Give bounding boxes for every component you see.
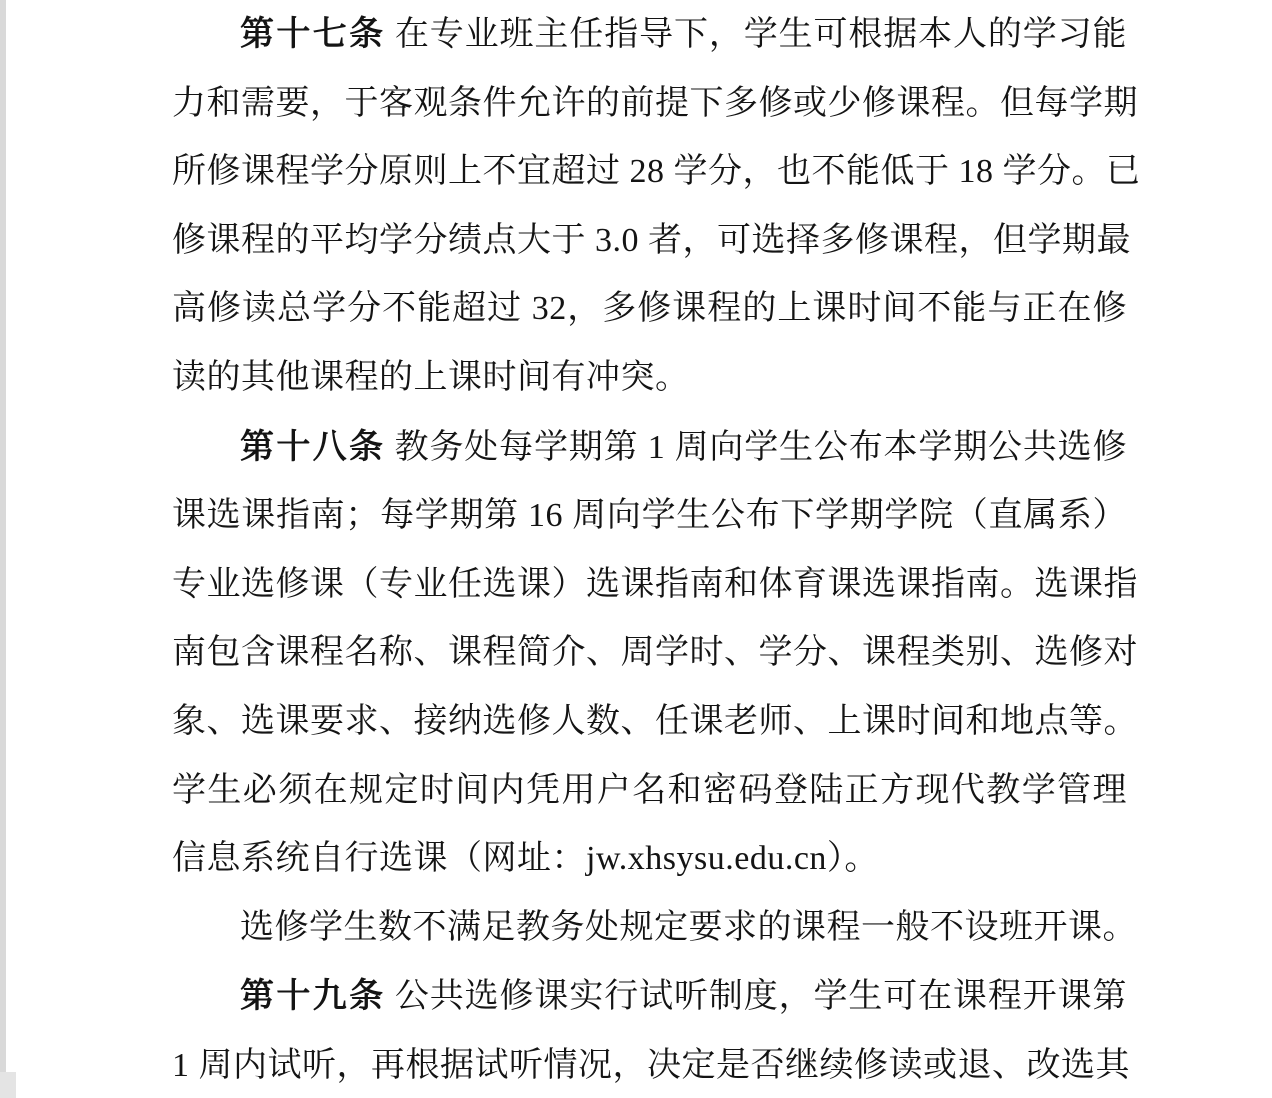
scan-edge-strip-bottom [0,1072,16,1098]
text-line [172,962,1127,1032]
text-line-content: 公共选修课实行试听制度，学生可在课程开课第 [385,978,1128,1016]
text-line-content: 读的其他课程的上课时间有冲突。 [172,358,690,396]
document-body [172,0,1141,1098]
text-line [172,551,1138,620]
text-line-content: 信息系统自行选课（网址：jw.xhsysu.edu.cn）。 [172,840,879,878]
text-line [172,275,1127,344]
text-line-content: 选修学生数不满足教务处规定要求的课程一般不设班开课。 [240,908,1137,946]
text-line [172,825,1127,894]
text-line-content: 教务处每学期第 1 周向学生公布本学期公共选修 [385,428,1128,466]
scan-edge-strip [0,0,6,1072]
text-line-content: 南包含课程名称、课程简介、周学时、学分、课程类别、选修对 [172,634,1138,672]
text-line-content: 修课程的平均学分绩点大于 3.0 者，可选择多修课程，但学期最 [172,221,1131,259]
article-18-header: 第十八条 [240,427,386,466]
text-line [172,688,1138,757]
text-line-content: 力和需要，于客观条件允许的前提下多修或少修课程。但每学期 [172,84,1138,122]
text-line-content: 专业选修课（专业任选课）选课指南和体育课选课指南。选课指 [172,565,1138,603]
text-line [172,482,1127,551]
text-line [172,70,1138,139]
text-line [172,207,1131,276]
text-line-content: 高修读总学分不能超过 32，多修课程的上课时间不能与正在修 [172,290,1127,328]
text-line-content: 课选课指南；每学期第 16 周向学生公布下学期学院（直属系） [172,497,1127,535]
text-line-content: 1 周内试听，再根据试听情况，决定是否继续修读或退、改选其 [172,1046,1130,1084]
text-line-content: 象、选课要求、接纳选修人数、任课老师、上课时间和地点等。 [172,702,1138,740]
text-line [172,413,1127,483]
text-line [172,894,1137,963]
text-line-content: 学生必须在规定时间内凭用户名和密码登陆正方现代教学管理 [172,771,1127,809]
article-17-header: 第十七条 [240,15,386,53]
article-19-header: 第十九条 [240,977,386,1016]
text-line [172,619,1138,688]
text-line-content: 所修课程学分原则上不宜超过 28 学分，也不能低于 18 学分。已 [172,153,1141,191]
text-line [172,757,1127,826]
text-line [172,138,1141,207]
text-line [172,1032,1130,1098]
text-line [172,344,1127,413]
text-line-content: 在专业班主任指导下，学生可根据本人的学习能 [385,16,1128,53]
text-line [172,0,1127,70]
